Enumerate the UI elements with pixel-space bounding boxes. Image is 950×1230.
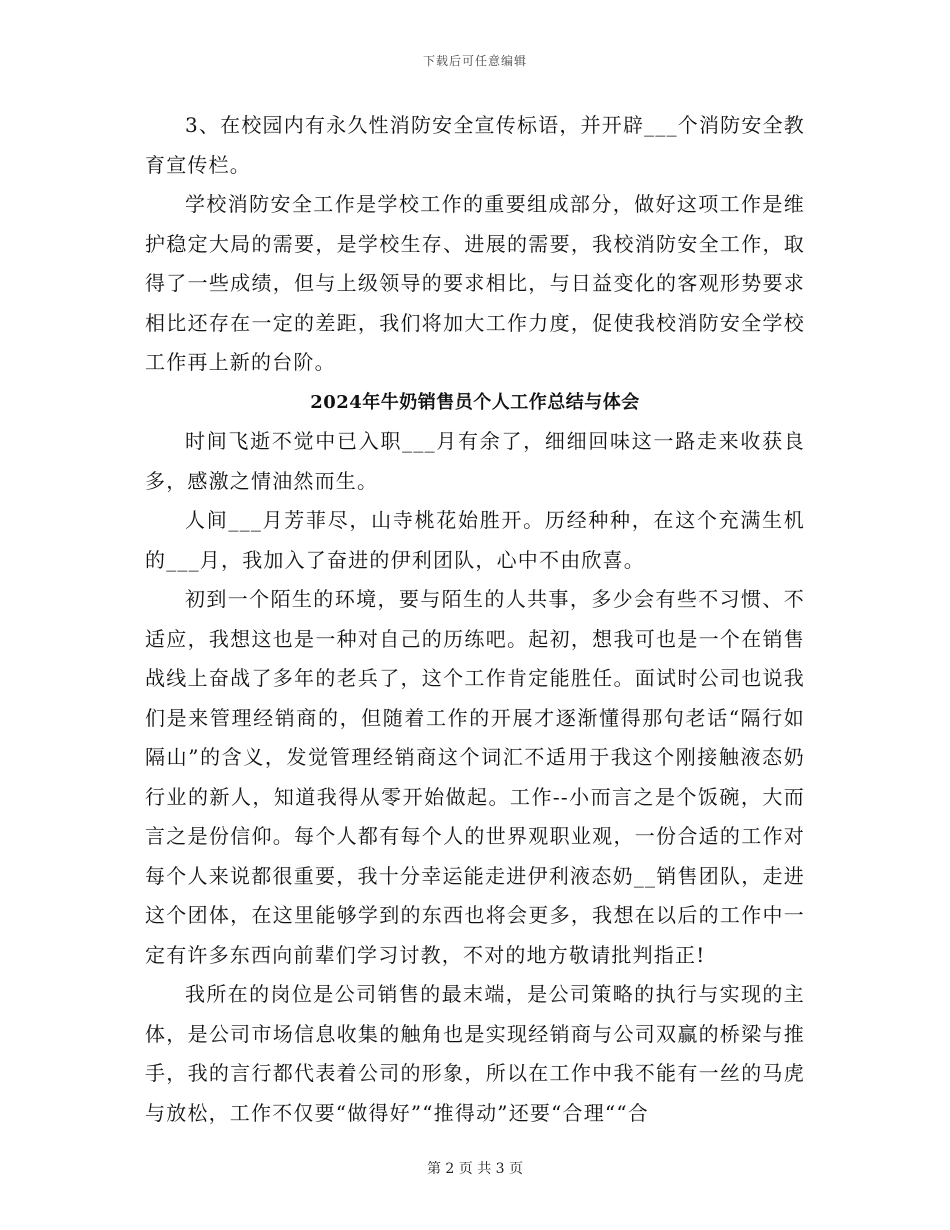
page-footer: 第 2 页 共 3 页	[426, 1161, 524, 1177]
document-body	[145, 106, 805, 1133]
page-header: 下载后可任意编辑	[422, 54, 527, 68]
paragraph-5: 初到一个陌生的环境，要与陌生的人共事，多少会有些不习惯、不适应，我想这也是一种对自己的历练吧。起初，想我可也是一个在销售战线上奋战了多年的老兵了，这个工作肯定能胜任。面试时公司也说我们是来管理经销商的，但随着工作的开展才逐渐懂得那句老话“隔行如隔山”的含义，发觉管理经销商这个词汇不适用于我这个刚接触液态奶行业的新人，知道我得从零开始做起。工作--小而言之是个饭碗，大而言之是份信仰。每个人都有每个人的世界观职业观，一份合适的工作对每个人来说都很重要，我十分幸运能走进伊利液态奶__销售团队，走进这个团体，在这里能够学到的东西也将会更多，我想在以后的工作中一定有许多东西向前辈们学习讨教，不对的地方敬请批判指正!	[145, 587, 805, 967]
paragraph-6: 我所在的岗位是公司销售的最末端，是公司策略的执行与实现的主体，是公司市场信息收集的触角也是实现经销商与公司双赢的桥梁与推手，我的言行都代表着公司的形象，所以在工作中我不能有一丝的马虎与放松，工作不仅要“做得好”“推得动”还要“合理““合	[145, 982, 805, 1125]
section-title: 2024年牛奶销售员个人工作总结与体会	[310, 391, 640, 413]
paragraph-4: 人间___月芳菲尽，山寺桃花始胜开。历经种种，在这个充满生机的___月，我加入了奋进的伊利团队，心中不由欣喜。	[145, 508, 805, 572]
paragraph-3: 时间飞逝不觉中已入职___月有余了，细细回味这一路走来收获良多，感激之情油然而生。	[145, 429, 805, 493]
paragraph-1: 3、在校园内有永久性消防安全宣传标语，并开辟___个消防安全教育宣传栏。	[145, 113, 805, 177]
paragraph-2: 学校消防安全工作是学校工作的重要组成部分，做好这项工作是维护稳定大局的需要，是学校生存、进展的需要，我校消防安全工作，取得了一些成绩，但与上级领导的要求相比，与日益变化的客观形势要求相比还存在一定的差距，我们将加大工作力度，促使我校消防安全学校工作再上新的台阶。	[145, 192, 805, 374]
